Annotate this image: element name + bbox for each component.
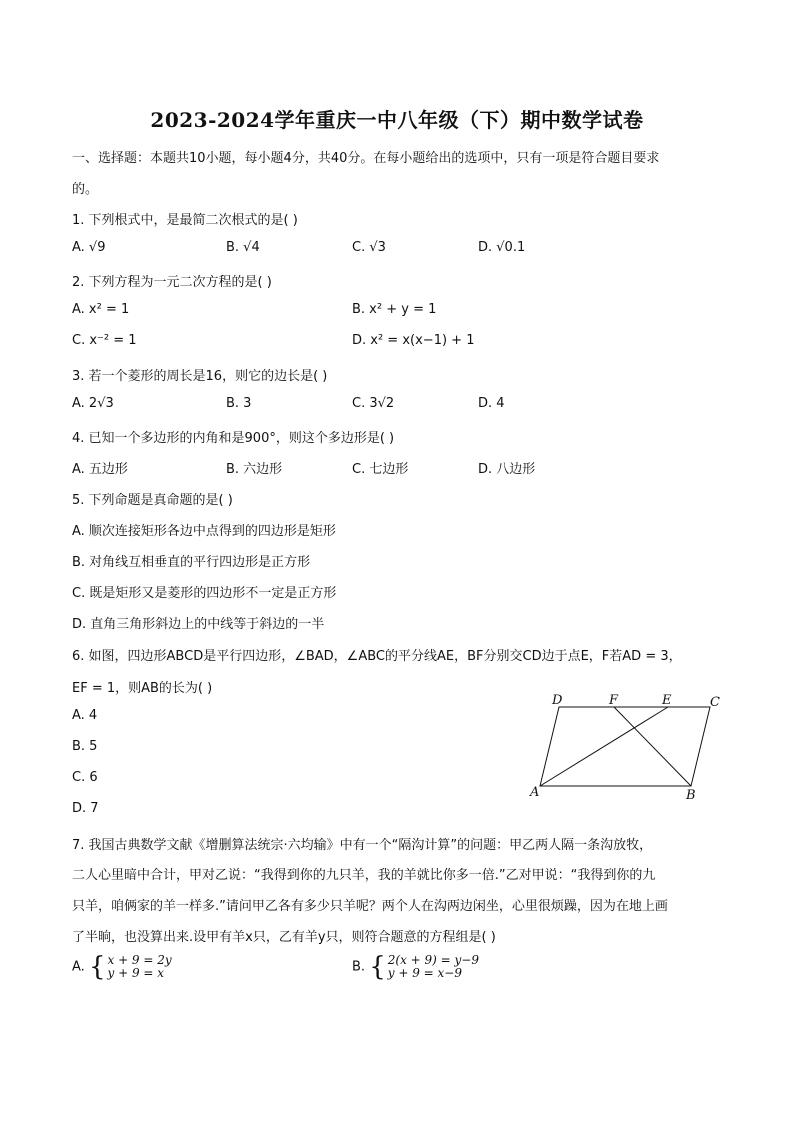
question-7-option-a: [72, 954, 172, 980]
question-7-stem-line1: 7. 我国古典数学文献《增删算法统宗·六均输》中有一个“隔沟计算”的问题：甲乙两人隔一条沟放牧，: [72, 838, 653, 853]
question-4-stem: 4. 已知一个多边形的内角和是900°，则这个多边形是( ): [72, 431, 395, 446]
question-5-option-b: B. 对角线互相垂直的平行四边形是正方形: [72, 555, 311, 570]
left-brace-icon: {: [369, 952, 386, 982]
question-5-option-a: A. 顺次连接矩形各边中点得到的四边形是矩形: [72, 524, 336, 539]
section-instruction-line1: 一、选择题：本题共10小题，每小题4分，共40分。在每小题给出的选项中，只有一项是符合题目要求: [72, 151, 660, 166]
question-1-option-d: D. √0.1: [478, 240, 526, 255]
question-2-option-c: C. x⁻² = 1: [72, 333, 137, 348]
option-b-row2: y + 9 = x−9: [387, 966, 462, 980]
question-3-option-c: C. 3√2: [352, 396, 395, 411]
label-b: B: [686, 788, 696, 802]
question-5-option-d: D. 直角三角形斜边上的中线等于斜边的一半: [72, 617, 325, 632]
question-3-option-b: B. 3: [226, 396, 252, 411]
label-c: C: [710, 695, 720, 710]
question-2-stem: 2. 下列方程为一元二次方程的是( ): [72, 275, 272, 290]
question-1-stem: 1. 下列根式中，是最简二次根式的是( ): [72, 213, 298, 228]
option-a-row2: y + 9 = x: [107, 966, 165, 980]
bisector-ae: [540, 707, 668, 786]
question-1-option-a: A. √9: [72, 240, 106, 255]
question-7-option-b: [352, 954, 479, 980]
question-1-option-b: B. √4: [226, 240, 260, 255]
question-4-option-d: D. 八边形: [478, 462, 536, 477]
question-1-option-c: C. √3: [352, 240, 386, 255]
question-6-stem-line1: 6. 如图，四边形ABCD是平行四边形，∠BAD，∠ABC的平分线AE，BF分别交CD边于点E，F若AD = 3，: [72, 649, 682, 664]
question-3-stem: 3. 若一个菱形的周长是16，则它的边长是( ): [72, 369, 328, 384]
label-d: D: [552, 693, 563, 708]
parallelogram-figure: [528, 690, 724, 802]
option-b-label: B.: [352, 959, 366, 975]
label-f: F: [609, 693, 619, 708]
option-b-row1: 2(x + 9) = y−9: [387, 953, 479, 967]
question-6-option-c: C. 6: [72, 770, 98, 785]
question-4-option-a: A. 五边形: [72, 462, 128, 477]
question-6-stem-line2: EF = 1，则AB的长为( ): [72, 681, 213, 696]
question-3-option-a: A. 2√3: [72, 396, 114, 411]
option-a-label: A.: [72, 959, 85, 975]
left-brace-icon: {: [88, 952, 106, 982]
question-2-option-a: A. x² = 1: [72, 302, 130, 317]
label-e: E: [662, 693, 672, 708]
question-5-option-c: C. 既是矩形又是菱形的四边形不一定是正方形: [72, 586, 337, 601]
question-7-stem-line2: 二人心里暗中合计，甲对乙说：“我得到你的九只羊，我的羊就比你多一倍.”乙对甲说：“我得到你的九: [72, 868, 656, 883]
question-2-option-b: B. x² + y = 1: [352, 302, 437, 317]
option-a-row1: x + 9 = 2y: [107, 953, 172, 967]
question-6-option-d: D. 7: [72, 801, 99, 816]
bisector-bf: [614, 707, 691, 786]
question-4-option-c: C. 七边形: [352, 462, 409, 477]
page-title: 2023-2024学年重庆一中八年级（下）期中数学试卷: [150, 108, 644, 132]
question-6-option-a: A. 4: [72, 708, 98, 723]
question-4-option-b: B. 六边形: [226, 462, 283, 477]
label-a: A: [530, 785, 540, 800]
question-3-option-d: D. 4: [478, 396, 505, 411]
question-5-stem: 5. 下列命题是真命题的是( ): [72, 493, 233, 508]
question-7-stem-line4: 了半晌，也没算出来.设甲有羊x只，乙有羊y只，则符合题意的方程组是( ): [72, 930, 496, 945]
question-6-option-b: B. 5: [72, 739, 98, 754]
question-7-stem-line3: 只羊，咱俩家的羊一样多.”请问甲乙各有多少只羊呢？两个人在沟两边闲坐，心里很烦躁，因为在地上画: [72, 899, 668, 914]
section-instruction-line2: 的。: [72, 182, 99, 197]
question-2-option-d: D. x² = x(x−1) + 1: [352, 333, 475, 348]
